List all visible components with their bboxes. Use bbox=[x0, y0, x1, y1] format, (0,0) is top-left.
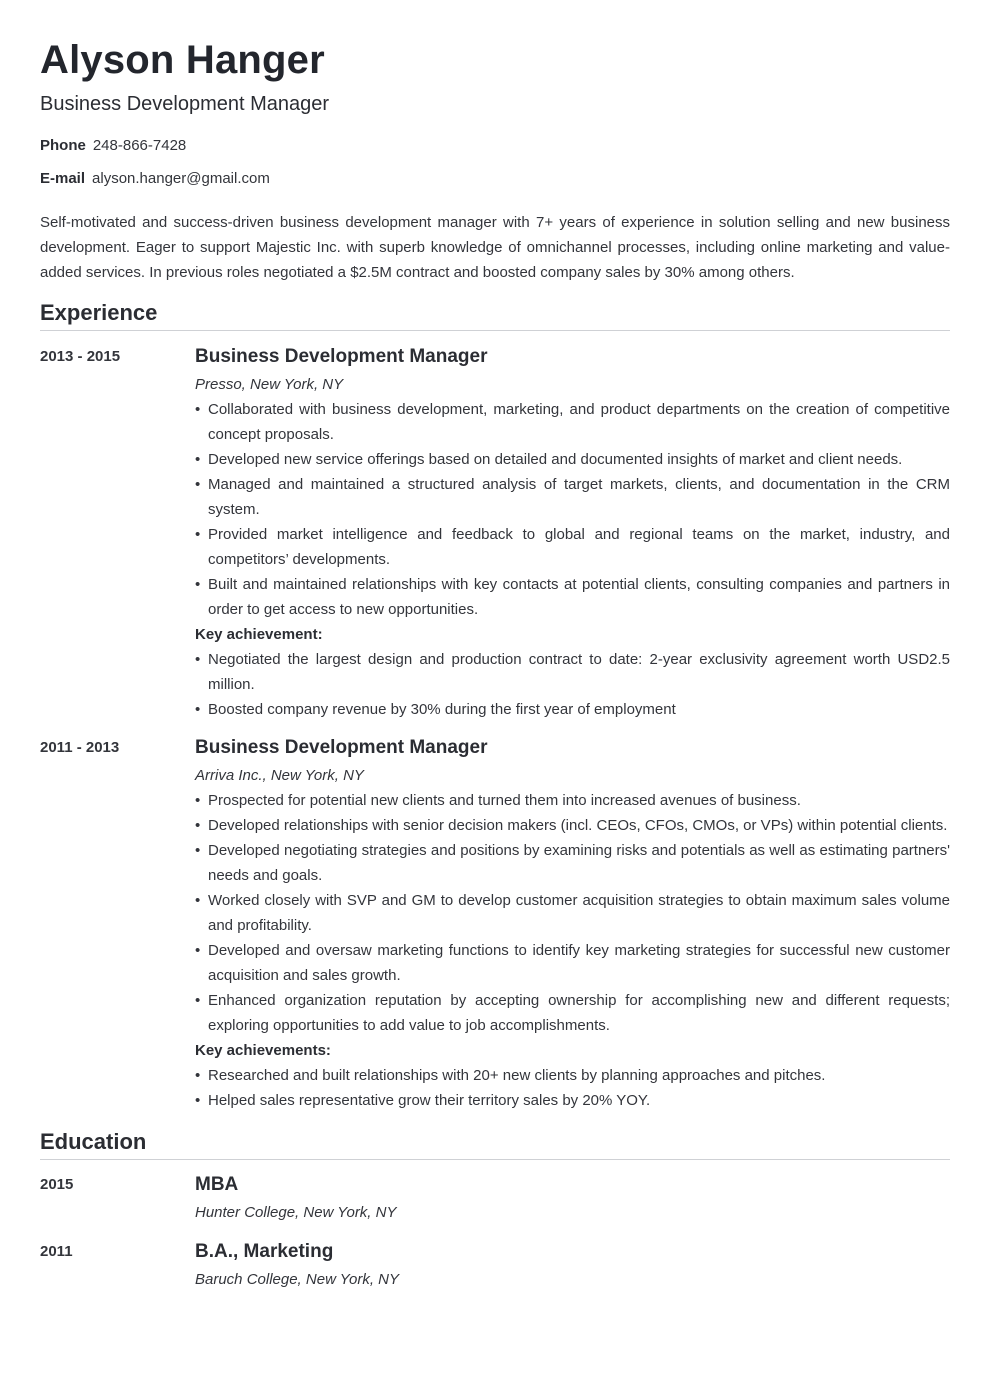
responsibility-item: • Developed relationships with senior decision makers (incl. CEOs, CFOs, CMOs, or VPs) within potential clients. bbox=[195, 813, 950, 838]
achievements-label: Key achievements: bbox=[195, 1042, 331, 1059]
candidate-name: Alyson Hanger bbox=[40, 38, 325, 82]
responsibility-item: • Provided market intelligence and feedback to global and regional teams on the market, industry, and competitors’ developments. bbox=[195, 522, 950, 572]
responsibility-item: • Managed and maintained a structured analysis of target markets, clients, and documentation in the CRM system. bbox=[195, 472, 950, 522]
job-dates: 2013 - 2015 bbox=[40, 348, 121, 365]
candidate-role: Business Development Manager bbox=[40, 93, 330, 115]
phone-label: Phone bbox=[40, 137, 86, 154]
responsibility-item: • Developed negotiating strategies and positions by examining risks and potentials as well as estimating partners' needs and goals. bbox=[195, 838, 950, 888]
job-title: Business Development Manager bbox=[195, 737, 488, 758]
achievement-item: • Negotiated the largest design and production contract to date: 2-year exclusivity agreement worth USD2.5 million. bbox=[195, 647, 950, 697]
job-details bbox=[195, 735, 950, 1113]
achievement-item: • Helped sales representative grow their territory sales by 20% YOY. bbox=[195, 1088, 950, 1113]
responsibility-item: • Developed and oversaw marketing functions to identify key marketing strategies for successful new customer acquisition and sales growth. bbox=[195, 938, 950, 988]
achievement-item: • Boosted company revenue by 30% during the first year of employment bbox=[195, 697, 950, 722]
education-details bbox=[195, 1239, 950, 1292]
job-responsibilities bbox=[195, 397, 950, 622]
degree-title: MBA bbox=[195, 1174, 239, 1195]
job-responsibilities bbox=[195, 788, 950, 1038]
responsibility-item: • Developed new service offerings based on detailed and documented insights of market and client needs. bbox=[195, 447, 950, 472]
job-employer: Presso, New York, NY bbox=[195, 376, 344, 393]
degree-title: B.A., Marketing bbox=[195, 1241, 334, 1262]
job-dates: 2011 - 2013 bbox=[40, 739, 120, 756]
job-title: Business Development Manager bbox=[195, 346, 488, 367]
achievements-label: Key achievement: bbox=[195, 626, 323, 643]
phone-value: 248-866-7428 bbox=[92, 137, 187, 154]
job-employer: Arriva Inc., New York, NY bbox=[195, 767, 364, 784]
professional-summary: Self-motivated and success-driven business development manager with 7+ years of experience in solution selling and new business development. Eager to support Majestic Inc. with superb knowledge of omnichannel processes, including online marketing and value-added services. In previous roles negotiated a $2.5M contract and boosted company sales by 30% among others. bbox=[40, 214, 950, 281]
education-heading: Education bbox=[40, 1129, 950, 1160]
email-value: alyson.hanger@gmail.com bbox=[92, 170, 270, 187]
education-details bbox=[195, 1172, 950, 1225]
responsibility-item: • Collaborated with business development, marketing, and product departments on the creation of competitive concept proposals. bbox=[195, 397, 950, 447]
graduation-year: 2015 bbox=[40, 1176, 74, 1193]
experience-entry bbox=[40, 344, 950, 722]
job-details bbox=[195, 344, 950, 722]
achievement-item: • Researched and built relationships with 20+ new clients by planning approaches and pitches. bbox=[195, 1063, 950, 1088]
responsibility-item: • Enhanced organization reputation by accepting ownership for accomplishing new and different requests; exploring opportunities to add value to job accomplishments. bbox=[195, 988, 950, 1038]
experience-heading: Experience bbox=[40, 300, 950, 331]
responsibility-item: • Worked closely with SVP and GM to develop customer acquisition strategies to obtain maximum sales volume and profitability. bbox=[195, 888, 950, 938]
responsibility-item: • Built and maintained relationships with key contacts at potential clients, consulting companies and partners in order to get access to new opportunities. bbox=[195, 572, 950, 622]
email-label: E-mail bbox=[40, 170, 86, 187]
responsibility-item: • Prospected for potential new clients and turned them into increased avenues of business. bbox=[195, 788, 950, 813]
phone-row bbox=[40, 136, 950, 169]
job-achievements bbox=[195, 647, 950, 722]
contact-info bbox=[40, 136, 950, 202]
graduation-year: 2011 bbox=[40, 1243, 73, 1260]
education-entry bbox=[40, 1172, 950, 1225]
school-name: Baruch College, New York, NY bbox=[195, 1271, 399, 1288]
education-entry bbox=[40, 1239, 950, 1292]
job-achievements bbox=[195, 1063, 950, 1113]
experience-entry bbox=[40, 735, 950, 1113]
email-row bbox=[40, 169, 950, 202]
school-name: Hunter College, New York, NY bbox=[195, 1204, 397, 1221]
